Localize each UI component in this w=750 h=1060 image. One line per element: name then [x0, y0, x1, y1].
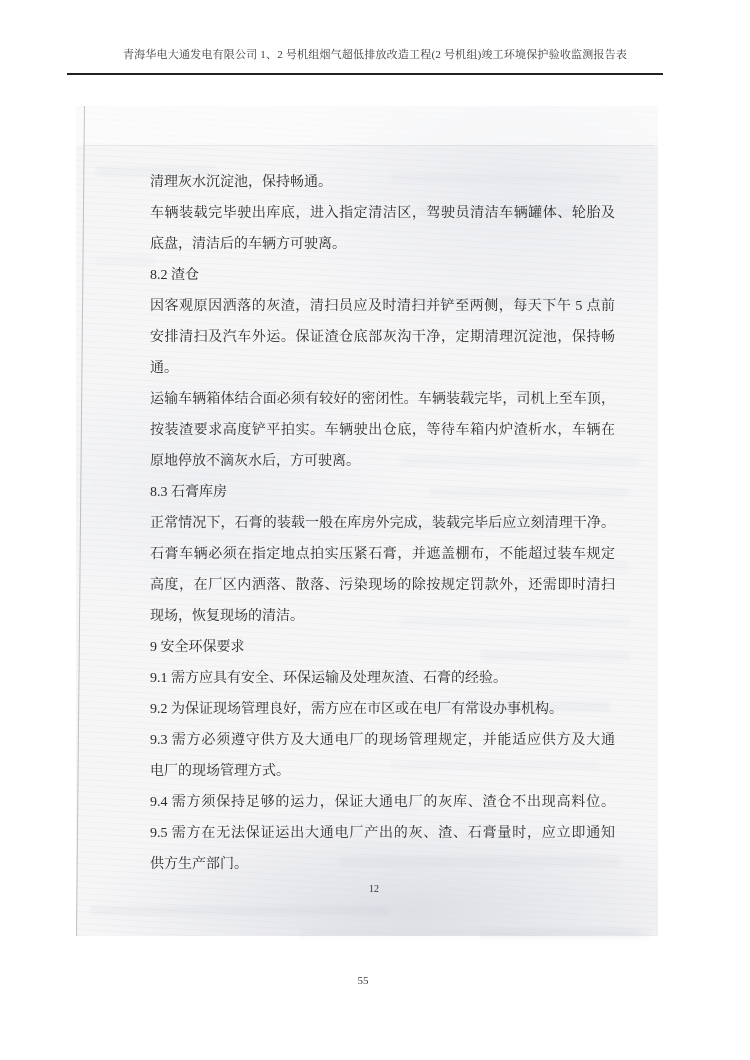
scan-fold-line [84, 145, 654, 146]
body-line: 按装渣要求高度铲平拍实。车辆驶出仓底，等待车箱内炉渣析水，车辆在 [150, 423, 615, 438]
bleed-through-mark [90, 906, 390, 915]
bleed-through-mark [96, 256, 156, 266]
body-line: 车辆装载完毕驶出库底，进入指定清洁区，驾驶员清洁车辆罐体、轮胎及 [150, 206, 615, 221]
body-line: 9 安全环保要求 [150, 640, 245, 655]
inner-page-number: 12 [369, 884, 379, 895]
scanned-page [76, 106, 658, 936]
scan-left-edge-line [76, 106, 85, 936]
body-line: 底盘，清洁后的车辆方可驶离。 [150, 237, 346, 252]
body-line: 通。 [150, 361, 178, 376]
body-line: 高度，在厂区内洒落、散落、污染现场的除按规定罚款外，还需即时清扫 [150, 578, 615, 593]
scan-light-strip [76, 106, 658, 145]
body-line: 9.3 需方必须遵守供方及大通电厂的现场管理规定，并能适应供方及大通 [150, 733, 615, 748]
body-line: 9.4 需方须保持足够的运力，保证大通电厂的灰库、渣仓不出现高料位。 [150, 795, 615, 810]
body-line: 安排清扫及汽车外运。保证渣仓底部灰沟干净，定期清理沉淀池，保持畅 [150, 330, 615, 345]
body-line: 9.2 为保证现场管理良好，需方应在市区或在电厂有常设办事机构。 [150, 702, 563, 717]
header-title: 青海华电大通发电有限公司 1、2 号机组烟气超低排放改造工程(2 号机组)竣工环境保护验收监测报告表 [122, 49, 628, 61]
body-line: 8.2 渣仓 [150, 268, 199, 283]
footer-page-number: 55 [357, 975, 369, 987]
body-line: 9.1 需方应具有安全、环保运输及处理灰渣、石膏的经验。 [150, 671, 507, 686]
body-line: 8.3 石膏库房 [150, 485, 227, 500]
body-line: 原地停放不滴灰水后，方可驶离。 [150, 454, 360, 469]
body-line: 因客观原因洒落的灰渣，清扫员应及时清扫并铲至两侧，每天下午 5 点前 [150, 299, 615, 314]
body-line: 清理灰水沉淀池，保持畅通。 [150, 175, 332, 190]
body-line: 运输车辆箱体结合面必须有较好的密闭性。车辆装载完毕，司机上至车顶， [150, 392, 615, 407]
body-line: 电厂的现场管理方式。 [150, 764, 290, 779]
body-text [150, 167, 615, 880]
body-line: 石膏车辆必须在指定地点拍实压紧石膏，并遮盖棚布，不能超过装车规定 [150, 547, 615, 562]
header-rule [67, 73, 663, 75]
body-line: 9.5 需方在无法保证运出大通电厂产出的灰、渣、石膏量时，应立即通知 [150, 826, 615, 841]
bleed-through-mark [480, 928, 650, 939]
body-line: 正常情况下，石膏的装载一般在库房外完成，装载完毕后应立刻清理干净。 [150, 516, 615, 531]
body-line: 现场，恢复现场的清洁。 [150, 609, 304, 624]
body-line: 供方生产部门。 [150, 857, 248, 872]
